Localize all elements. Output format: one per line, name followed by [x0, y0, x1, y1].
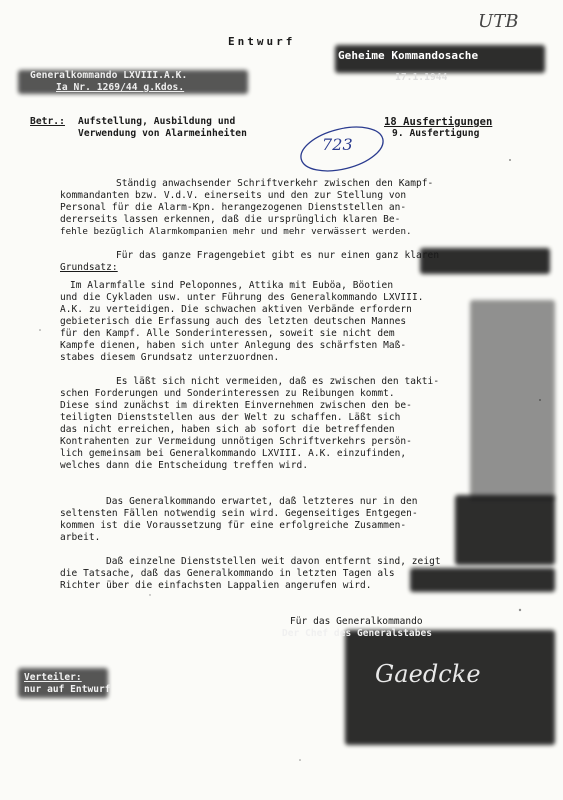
subject-line-1: Aufstellung, Ausbildung und — [78, 116, 236, 127]
subject-label: Betr.: — [30, 116, 65, 127]
paragraph-3-line: und die Cykladen usw. unter Führung des Generalkommando LXVIII. — [60, 292, 424, 303]
paragraph-4-line: Kontrahenten zur Vermeidung unnötigen Schriftverkehrs persön- — [60, 436, 412, 447]
paragraph-4-line: das nicht erreichen, haben sich ab sofort die betreffenden — [60, 424, 395, 435]
classification-stamp: Geheime Kommandosache — [338, 49, 479, 62]
paragraph-4-line: schen Forderungen und Sonderinteressen zu Reibungen kommt. — [60, 388, 395, 399]
paragraph-1-line: dererseits lassen erkennen, daß die ursprünglich klaren Be- — [60, 214, 401, 225]
subject-line-2: Verwendung von Alarmeinheiten — [78, 128, 247, 139]
distribution-value: nur auf Entwurf — [24, 684, 111, 695]
paragraph-5-line: kommen ist die Voraussetzung für eine erfolgreiche Zusammen- — [60, 520, 407, 531]
paragraph-3-line: stabes diesem Grundsatz unterzuordnen. — [60, 352, 280, 363]
paragraph-5-line: arbeit. — [60, 532, 101, 543]
signature-line-1: Für das Generalkommando — [290, 616, 423, 627]
reference-number: Ia Nr. 1269/44 g.Kdos. — [56, 82, 185, 93]
handwritten-code: UTB — [478, 11, 519, 32]
paragraph-2-line: Für das ganze Fragengebiet gibt es nur einen ganz klaren — [116, 250, 440, 261]
distribution-label: Verteiler: — [24, 672, 82, 683]
paragraph-4-line: teiligten Dienststellen aus der Welt zu schaffen. Läßt sich — [60, 412, 401, 423]
paragraph-5-line: Das Generalkommando erwartet, daß letzteres nur in den — [106, 496, 418, 507]
copy-number: 9. Ausfertigung — [392, 128, 480, 139]
stamp-number: 723 — [322, 135, 353, 154]
handwritten-signature: Gaedcke — [375, 660, 481, 688]
paragraph-6-line: Daß einzelne Dienststellen weit davon entfernt sind, zeigt — [106, 556, 441, 567]
paragraph-3-line: A.K. zu verteidigen. Die schwachen aktiven Verbände erfordern — [60, 304, 412, 315]
paragraph-4-line: Es läßt sich nicht vermeiden, daß es zwischen den takti- — [116, 376, 440, 387]
paragraph-1-line: kommandanten bzw. V.d.V. einerseits und den zur Stellung von — [60, 190, 407, 201]
copies-count: 18 Ausfertigungen — [384, 116, 493, 128]
paragraph-5-line: seltensten Fällen notwendig sein wird. Gegenseitiges Entgegen- — [60, 508, 418, 519]
paragraph-4-line: Diese sind zunächst im direkten Einvernehmen zwischen den be- — [60, 400, 412, 411]
paragraph-6-line: Richter über die einfachsten Lappalien angerufen wird. — [60, 580, 372, 591]
signature-line-2: Der Chef des Generalstabes — [282, 628, 433, 639]
paragraph-1-line: Personal für die Alarm-Kpn. herangezogenen Dienststellen an- — [60, 202, 407, 213]
issuing-office: Generalkommando LXVIII.A.K. — [30, 70, 188, 81]
document-heading: Entwurf — [228, 35, 296, 48]
document-date: 17.1.1944 — [395, 72, 448, 83]
paragraph-3-line: Kampfe dienen, haben sich unter Anlegung des schärfsten Maß- — [60, 340, 407, 351]
paragraph-3-line: Im Alarmfalle sind Peloponnes, Attika mit Euböa, Böotien — [70, 280, 394, 291]
paragraph-4-line: welches dann die Entscheidung treffen wird. — [60, 460, 309, 471]
paragraph-6-line: die Tatsache, daß das Generalkommando in letzten Tagen als — [60, 568, 395, 579]
paragraph-3-line: gebieterisch die Erfassung auch des letzten deutschen Mannes — [60, 316, 407, 327]
paragraph-3-line: für den Kampf. Alle Sonderinteressen, soweit sie nicht dem — [60, 328, 395, 339]
paragraph-1-line: fehle bezüglich Alarmkompanien mehr und mehr verwässert werden. — [60, 226, 412, 237]
paragraph-2-line: Grundsatz: — [60, 262, 118, 273]
paragraph-4-line: lich gemeinsam bei Generalkommando LXVIII. A.K. einzufinden, — [60, 448, 407, 459]
paragraph-1-line: Ständig anwachsender Schriftverkehr zwischen den Kampf- — [116, 178, 434, 189]
